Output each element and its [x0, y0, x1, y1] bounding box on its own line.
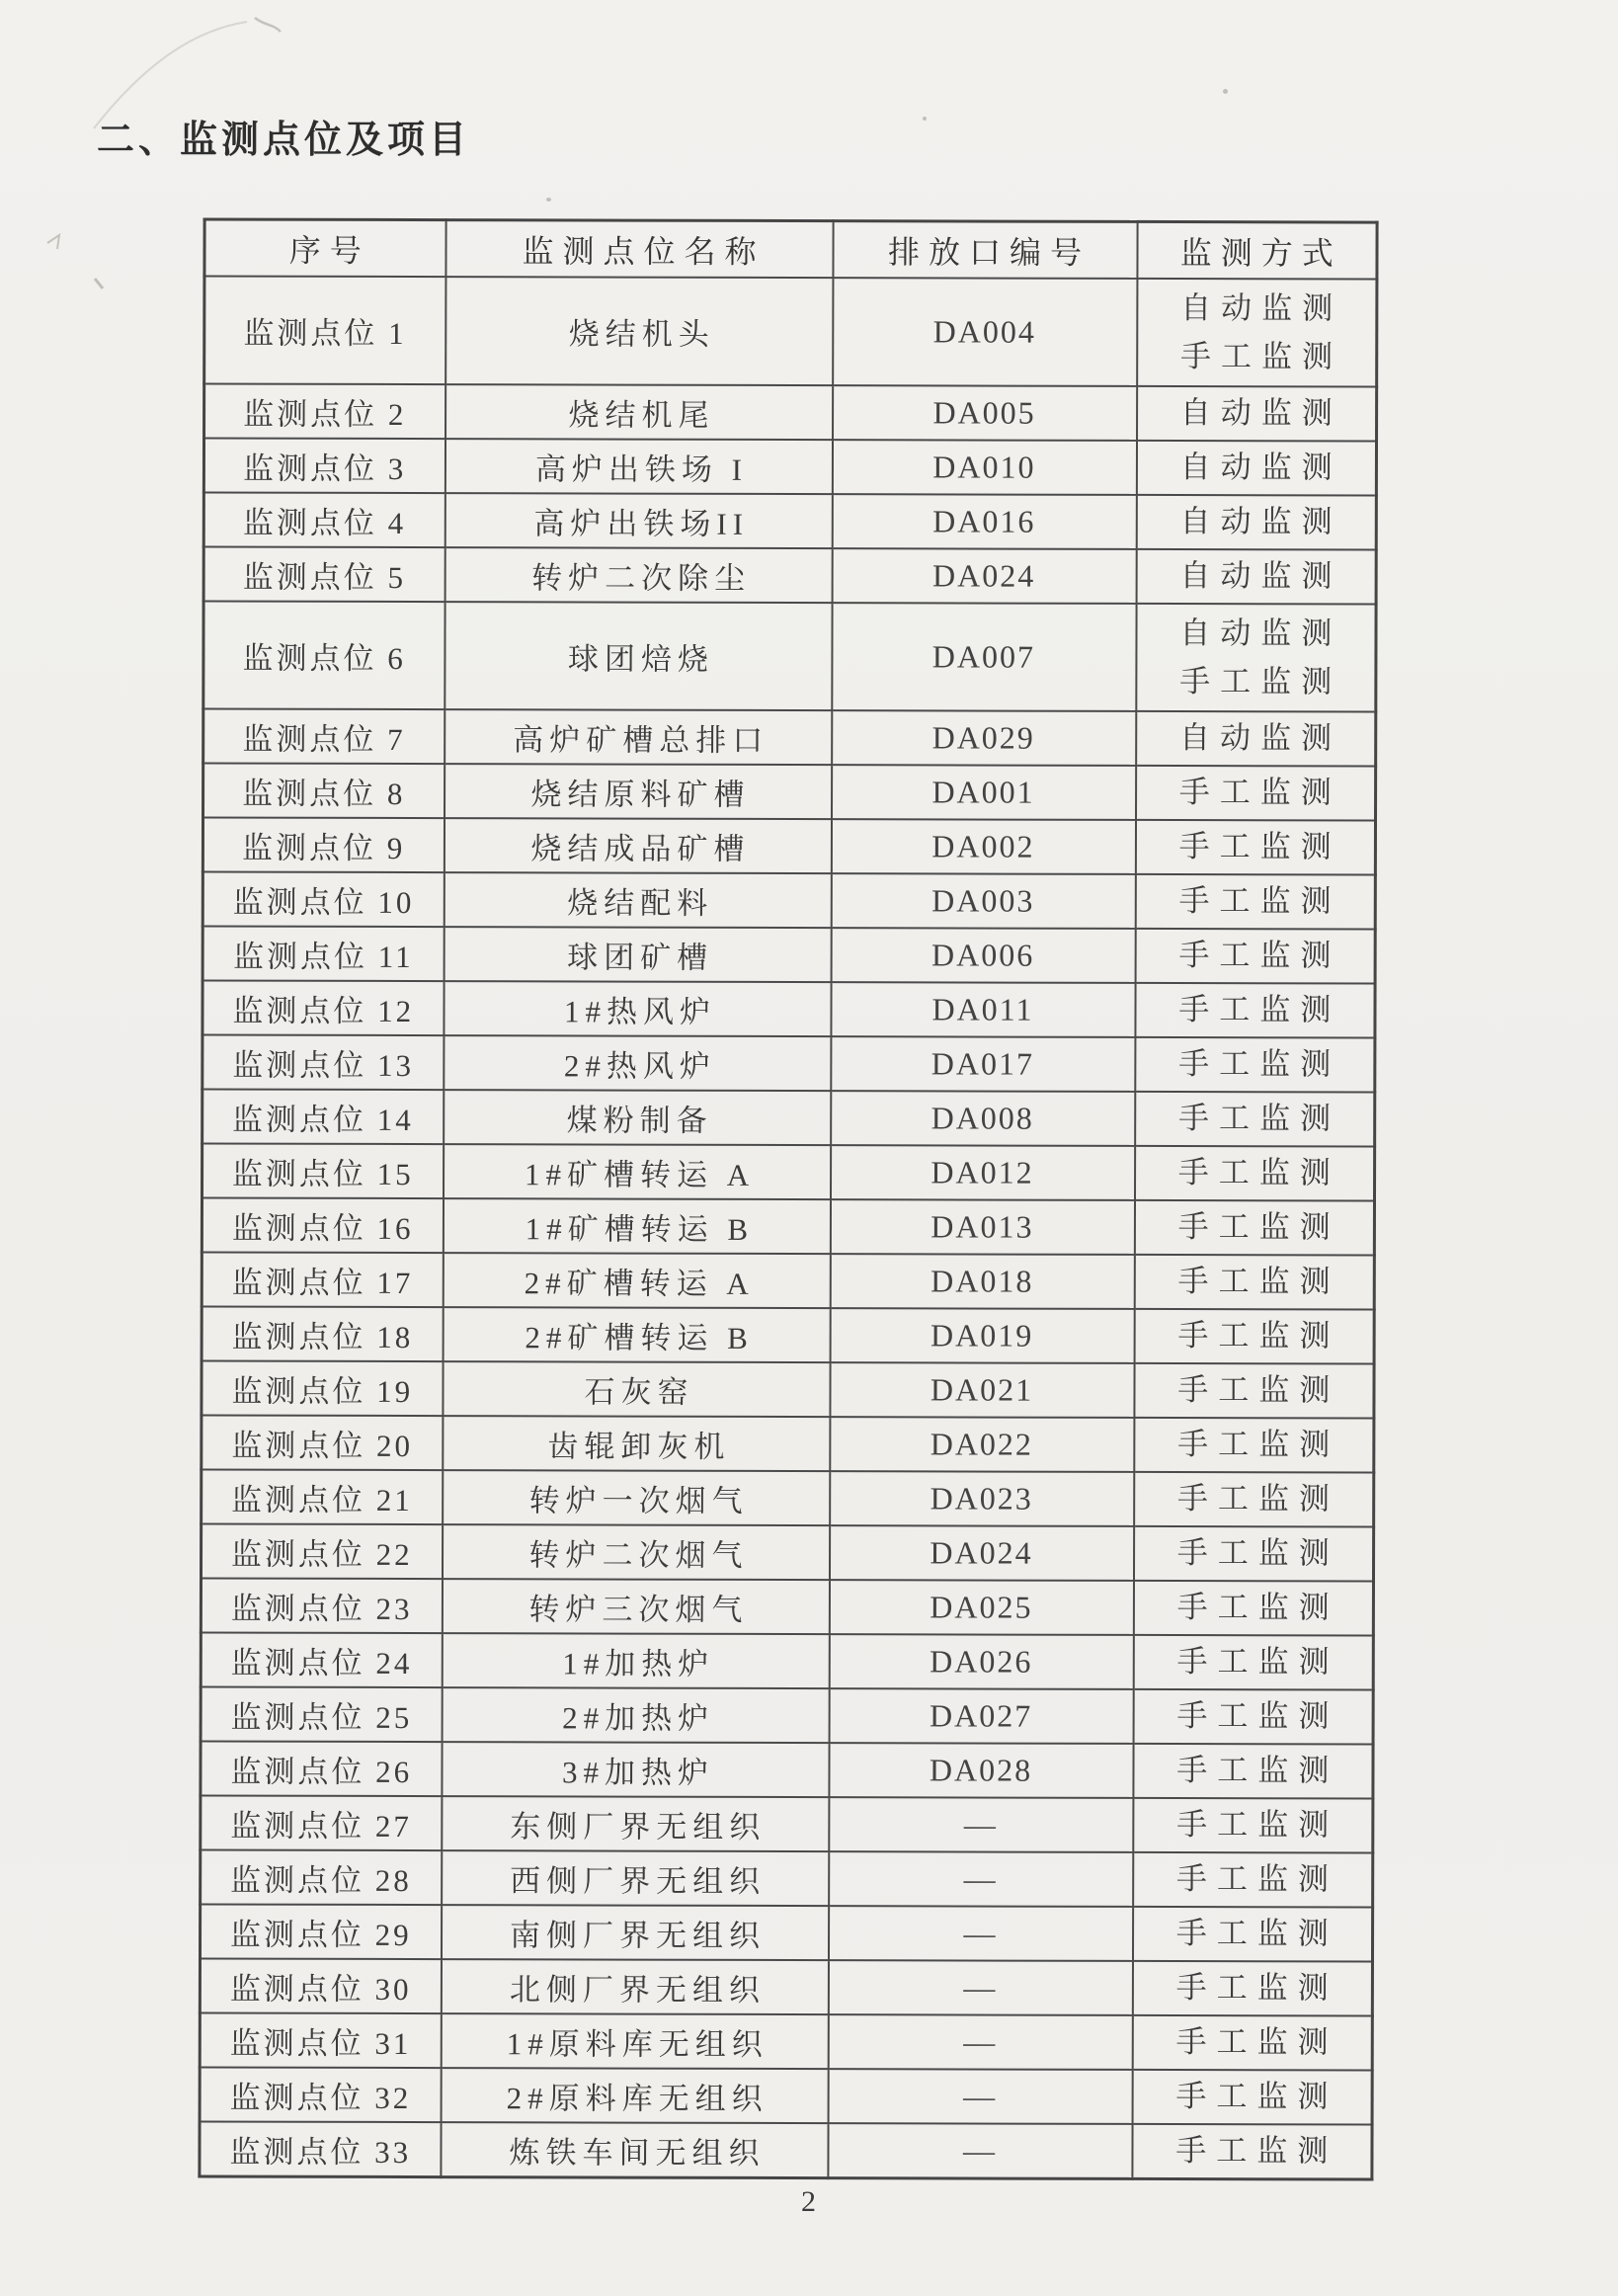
table-row: [202, 926, 1375, 983]
method-line: 自动监测: [1178, 720, 1342, 756]
method-line: 手工监测: [1177, 1372, 1340, 1408]
cell-outlet: DA008: [831, 1091, 1135, 1146]
method-line: 手工监测: [1178, 775, 1341, 810]
cell-name: 转炉二次烟气: [442, 1524, 829, 1580]
cell-method: [1135, 1092, 1375, 1147]
cell-seq: 监测点位 17: [202, 1252, 443, 1307]
header-seq: 序号: [204, 219, 445, 277]
cell-outlet: DA021: [830, 1362, 1134, 1418]
cell-method: [1133, 1689, 1373, 1745]
cell-method: [1133, 1852, 1373, 1908]
method-line: 手工监测: [1179, 663, 1342, 698]
cell-seq: 监测点位 23: [201, 1578, 442, 1633]
table-row: [202, 1415, 1374, 1472]
method-line: 手工监测: [1176, 1535, 1339, 1571]
cell-name: 1#矿槽转运 A: [444, 1144, 831, 1199]
cell-name: 1#加热炉: [442, 1633, 829, 1688]
table-row: [200, 1904, 1372, 1961]
table-row: [203, 438, 1376, 495]
cell-outlet: DA025: [829, 1580, 1133, 1635]
cell-method: [1135, 929, 1375, 984]
cell-method: [1136, 604, 1376, 712]
cell-seq: 监测点位 22: [201, 1523, 442, 1579]
cell-method: [1133, 1798, 1373, 1853]
cell-seq: 监测点位 5: [203, 546, 445, 602]
cell-seq: 监测点位 13: [202, 1034, 444, 1090]
cell-outlet: DA018: [830, 1254, 1134, 1309]
cell-name: 齿辊卸灰机: [443, 1416, 830, 1471]
cell-outlet: —: [829, 1797, 1133, 1852]
method-line: 手工监测: [1179, 338, 1343, 373]
method-line: 手工监测: [1178, 938, 1341, 973]
cell-method: [1134, 1309, 1374, 1364]
cell-outlet: DA005: [833, 385, 1137, 441]
method-line: 手工监测: [1177, 1318, 1340, 1353]
cell-seq: 监测点位 20: [202, 1415, 443, 1470]
cell-seq: 监测点位 27: [201, 1795, 442, 1850]
table-row: [202, 1469, 1374, 1526]
table-row: [203, 546, 1376, 604]
table-row: [202, 1252, 1374, 1309]
cell-name: 2#原料库无组织: [441, 2068, 828, 2123]
table-row: [204, 276, 1377, 386]
cell-seq: 监测点位 19: [202, 1360, 443, 1416]
cell-method: [1135, 1037, 1375, 1093]
cell-name: 东侧厂界无组织: [442, 1796, 829, 1851]
table-header-row: [204, 219, 1377, 280]
cell-seq: 监测点位 7: [203, 708, 445, 764]
table-row: [202, 871, 1375, 929]
table-row: [201, 1741, 1373, 1798]
cell-outlet: DA023: [830, 1471, 1134, 1526]
cell-name: 高炉矿槽总排口: [445, 709, 832, 765]
table-row: [201, 1795, 1373, 1852]
cell-outlet: —: [828, 2123, 1132, 2178]
cell-method: [1133, 1744, 1373, 1799]
cell-name: 高炉出铁场 I: [445, 439, 832, 494]
cell-method: [1133, 1581, 1373, 1636]
monitoring-table-container: [198, 217, 1375, 2180]
cell-name: 1#热风炉: [444, 981, 831, 1036]
cell-method: [1132, 2124, 1372, 2179]
cell-outlet: DA024: [829, 1525, 1133, 1581]
cell-name: 烧结原料矿槽: [445, 764, 832, 819]
cell-method: [1135, 874, 1375, 930]
cell-seq: 监测点位 18: [202, 1306, 443, 1361]
cell-method: [1132, 2015, 1372, 2071]
method-line: 手工监测: [1175, 2079, 1338, 2114]
section-title: 二、监测点位及项目: [97, 120, 471, 161]
cell-outlet: —: [828, 2014, 1132, 2070]
cell-seq: 监测点位 12: [202, 980, 444, 1035]
cell-name: 2#热风炉: [444, 1035, 831, 1091]
monitoring-points-table: [198, 217, 1378, 2180]
cell-method: [1136, 766, 1376, 821]
cell-method: [1133, 1635, 1373, 1690]
cell-name: 球团焙烧: [445, 602, 832, 710]
method-line: 手工监测: [1175, 2133, 1338, 2169]
method-line: 自动监测: [1179, 615, 1342, 651]
cell-outlet: DA011: [831, 982, 1135, 1037]
cell-outlet: —: [828, 2069, 1132, 2124]
cell-name: 北侧厂界无组织: [441, 1959, 828, 2014]
table-row: [202, 1143, 1375, 1200]
method-line: 手工监测: [1177, 1155, 1340, 1190]
table-row: [201, 1849, 1373, 1907]
cell-name: 炼铁车间无组织: [441, 2122, 828, 2178]
table-row: [201, 1578, 1373, 1635]
table-row: [203, 763, 1376, 820]
cell-seq: 监测点位 33: [200, 2121, 441, 2176]
cell-outlet: DA001: [832, 765, 1136, 820]
cell-method: [1134, 1418, 1374, 1473]
method-line: 手工监测: [1177, 1209, 1340, 1245]
table-row: [202, 1306, 1374, 1363]
cell-method: [1135, 983, 1375, 1038]
cell-seq: 监测点位 24: [201, 1632, 442, 1687]
cell-seq: 监测点位 26: [201, 1741, 442, 1796]
table-row: [203, 492, 1376, 549]
cell-outlet: —: [828, 1960, 1132, 2015]
cell-seq: 监测点位 9: [202, 817, 444, 872]
cell-method: [1136, 495, 1376, 550]
cell-name: 南侧厂界无组织: [441, 1905, 828, 1960]
method-line: 手工监测: [1176, 1481, 1340, 1517]
cell-seq: 监测点位 11: [202, 926, 444, 981]
cell-seq: 监测点位 8: [203, 763, 445, 818]
cell-seq: 监测点位 29: [200, 1904, 441, 1959]
method-line: 自动监测: [1179, 450, 1342, 485]
cell-outlet: DA019: [830, 1308, 1134, 1363]
method-line: 手工监测: [1175, 1861, 1338, 1897]
cell-name: 烧结配料: [444, 872, 831, 928]
cell-name: 1#原料库无组织: [441, 2013, 828, 2069]
cell-method: [1133, 1526, 1373, 1582]
table-row: [203, 601, 1376, 711]
method-line: 手工监测: [1178, 992, 1341, 1027]
cell-name: 高炉出铁场II: [445, 493, 832, 548]
header-method: 监测方式: [1137, 221, 1377, 279]
cell-seq: 监测点位 2: [204, 383, 445, 439]
cell-method: [1134, 1255, 1374, 1310]
cell-seq: 监测点位 30: [200, 1958, 441, 2013]
cell-outlet: DA026: [829, 1634, 1133, 1689]
cell-method: [1132, 1907, 1372, 1962]
cell-method: [1137, 279, 1377, 387]
cell-method: [1134, 1363, 1374, 1419]
method-line: 手工监测: [1176, 1590, 1339, 1625]
cell-seq: 监测点位 14: [202, 1089, 444, 1144]
method-line: 手工监测: [1178, 1046, 1341, 1082]
cell-name: 转炉二次除尘: [445, 547, 832, 603]
table-row: [202, 1360, 1374, 1418]
method-line: 手工监测: [1176, 1644, 1339, 1680]
table-row: [201, 1523, 1373, 1581]
cell-outlet: DA024: [832, 548, 1136, 604]
method-line: 手工监测: [1178, 829, 1341, 864]
cell-method: [1136, 711, 1376, 767]
cell-outlet: DA010: [832, 440, 1136, 495]
header-name: 监测点位名称: [445, 220, 833, 279]
cell-name: 1#矿槽转运 B: [443, 1198, 830, 1254]
method-line: 手工监测: [1175, 2024, 1338, 2060]
cell-seq: 监测点位 25: [201, 1686, 442, 1742]
cell-name: 烧结机头: [445, 277, 833, 385]
cell-seq: 监测点位 3: [203, 438, 445, 493]
scan-speck: [923, 117, 927, 121]
method-line: 自动监测: [1179, 395, 1342, 431]
cell-name: 球团矿槽: [444, 927, 831, 982]
table-row: [201, 1686, 1373, 1744]
scan-speck: [546, 198, 551, 202]
cell-name: 石灰窑: [443, 1361, 830, 1417]
cell-name: 转炉三次烟气: [442, 1579, 829, 1634]
method-line: 手工监测: [1176, 1807, 1339, 1843]
cell-name: 烧结成品矿槽: [444, 818, 831, 873]
method-line: 手工监测: [1175, 1916, 1338, 1951]
cell-outlet: DA006: [831, 928, 1135, 983]
cell-name: 转炉一次烟气: [443, 1470, 830, 1525]
cell-seq: 监测点位 28: [201, 1849, 442, 1905]
cell-outlet: DA003: [831, 873, 1135, 929]
table-row: [202, 980, 1375, 1037]
table-row: [201, 1632, 1373, 1689]
cell-outlet: DA028: [829, 1743, 1133, 1798]
cell-name: 煤粉制备: [444, 1090, 831, 1145]
cell-seq: 监测点位 31: [200, 2012, 441, 2068]
table-row: [200, 2121, 1372, 2179]
cell-method: [1135, 820, 1375, 875]
cell-outlet: DA012: [830, 1145, 1134, 1200]
cell-seq: 监测点位 32: [200, 2067, 441, 2122]
cell-name: 2#矿槽转运 B: [443, 1307, 830, 1362]
cell-seq: 监测点位 10: [202, 871, 444, 927]
cell-method: [1134, 1200, 1374, 1256]
cell-method: [1137, 386, 1377, 442]
cell-seq: 监测点位 4: [203, 492, 445, 547]
table-row: [203, 708, 1376, 766]
cell-outlet: DA007: [832, 603, 1136, 711]
header-outlet: 排放口编号: [833, 221, 1137, 279]
table-row: [202, 1034, 1375, 1092]
cell-method: [1136, 549, 1376, 605]
cell-outlet: DA027: [829, 1688, 1133, 1744]
cell-seq: 监测点位 21: [202, 1469, 443, 1524]
cell-outlet: DA013: [830, 1199, 1134, 1255]
table-row: [200, 2067, 1372, 2124]
cell-seq: 监测点位 1: [204, 276, 445, 384]
scan-speck: [1223, 89, 1228, 94]
method-line: 自动监测: [1179, 558, 1342, 594]
cell-outlet: —: [829, 1851, 1133, 1907]
cell-name: 西侧厂界无组织: [442, 1850, 829, 1906]
cell-seq: 监测点位 15: [202, 1143, 444, 1198]
cell-name: 2#加热炉: [442, 1687, 829, 1743]
cell-name: 2#矿槽转运 A: [443, 1253, 830, 1308]
method-line: 手工监测: [1177, 1264, 1340, 1299]
table-row: [200, 2012, 1372, 2070]
method-line: 手工监测: [1176, 1753, 1339, 1788]
cell-outlet: DA022: [830, 1417, 1134, 1472]
table-row: [204, 383, 1377, 441]
cell-seq: 监测点位 16: [202, 1197, 443, 1253]
cell-outlet: DA029: [832, 710, 1136, 766]
method-line: 手工监测: [1175, 1970, 1338, 2006]
cell-method: [1132, 2070, 1372, 2125]
cell-method: [1134, 1146, 1374, 1201]
table-row: [202, 817, 1375, 874]
cell-name: 3#加热炉: [442, 1742, 829, 1797]
table-row: [200, 1958, 1372, 2015]
method-line: 自动监测: [1180, 290, 1343, 326]
cell-seq: 监测点位 6: [203, 601, 445, 709]
cell-outlet: DA002: [831, 819, 1135, 874]
table-row: [202, 1089, 1375, 1146]
table-row: [202, 1197, 1374, 1255]
cell-method: [1132, 1961, 1372, 2016]
method-line: 自动监测: [1179, 504, 1342, 539]
method-line: 手工监测: [1178, 883, 1341, 919]
cell-outlet: DA004: [833, 278, 1137, 386]
method-line: 手工监测: [1177, 1101, 1341, 1136]
cell-outlet: —: [828, 1906, 1132, 1961]
page-number: 2: [801, 2185, 817, 2218]
table-body: [200, 276, 1377, 2179]
cell-name: 烧结机尾: [445, 384, 833, 440]
cell-method: [1136, 441, 1376, 496]
cell-method: [1134, 1472, 1374, 1527]
method-line: 手工监测: [1176, 1698, 1339, 1734]
cell-outlet: DA016: [832, 494, 1136, 549]
method-line: 手工监测: [1177, 1427, 1340, 1462]
cell-outlet: DA017: [831, 1036, 1135, 1092]
